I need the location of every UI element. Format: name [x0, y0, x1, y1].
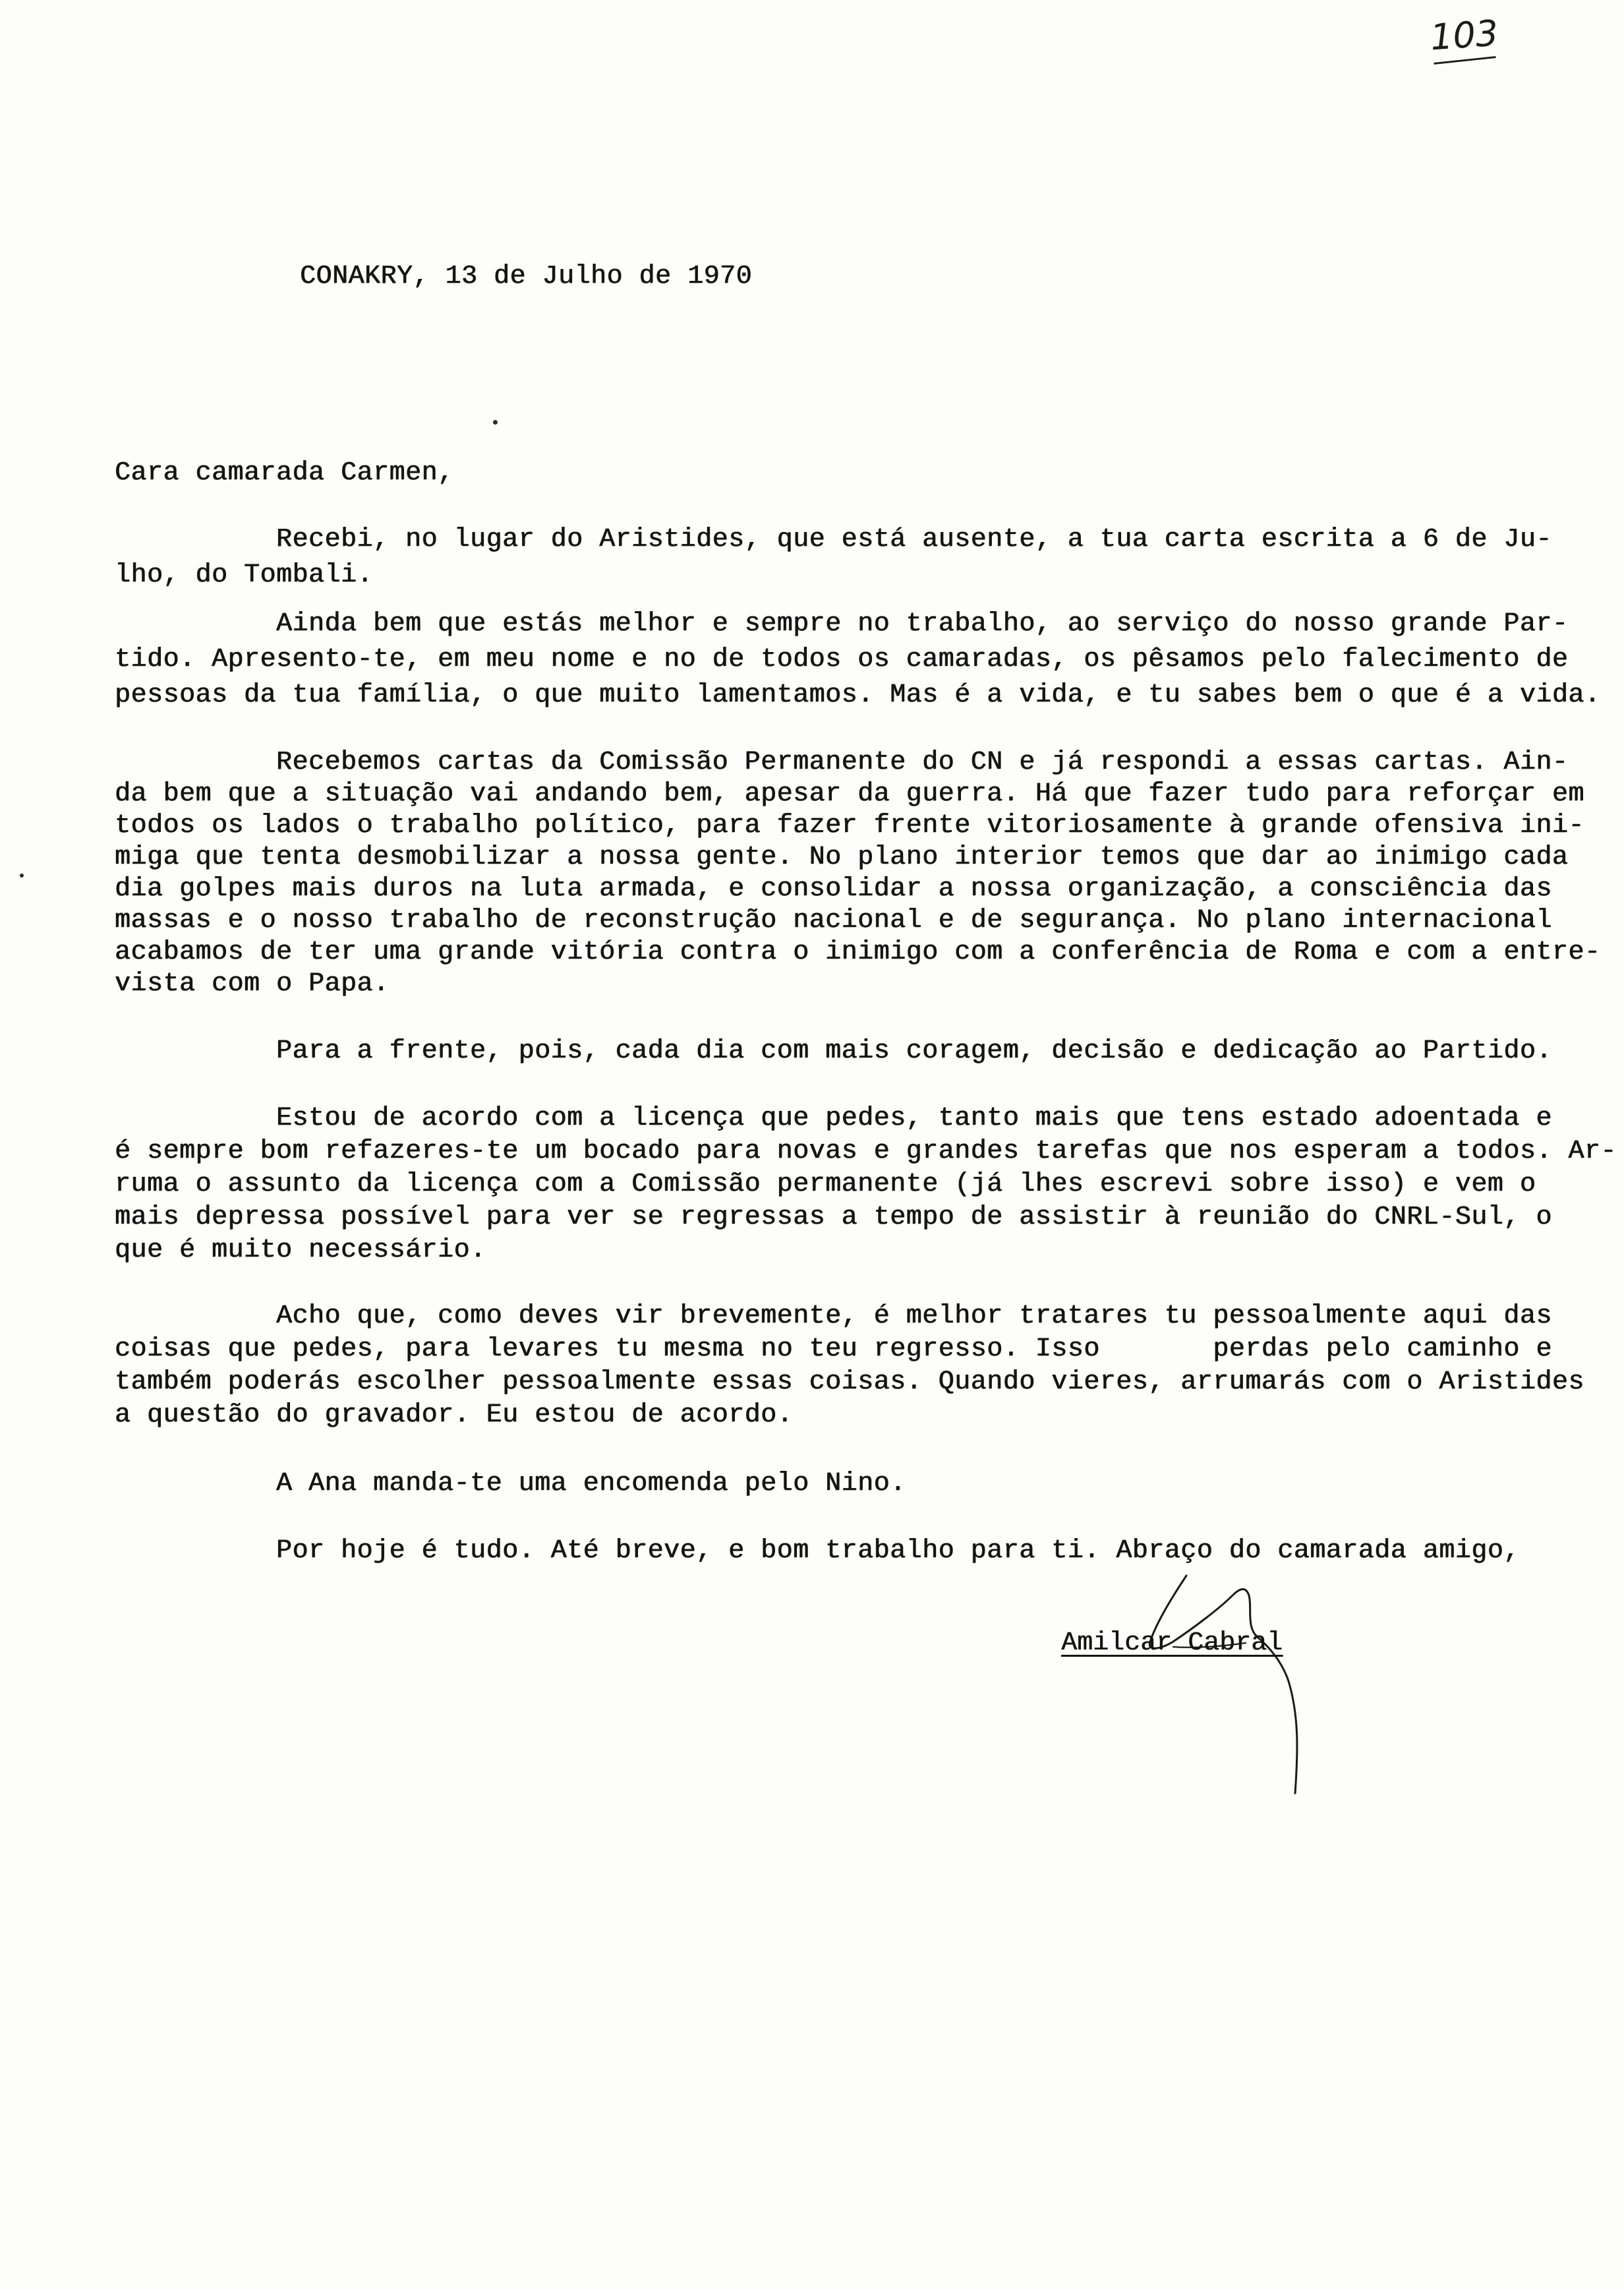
handwritten-signature	[1147, 1569, 1358, 1806]
paragraph-2-line-1: Ainda bem que estás melhor e sempre no trabalho, ao serviço do nosso grande Par-	[115, 609, 1569, 639]
paragraph-3-line-3: todos os lados o trabalho político, para fazer frente vitoriosamente à grande ofensiva ini-	[115, 811, 1584, 841]
salutation: Cara camarada Carmen,	[115, 458, 454, 488]
paragraph-5-line-4: mais depressa possível para ver se regressas a tempo de assistir à reunião do CNRL-Sul, o	[115, 1203, 1552, 1232]
paragraph-1-line-1: Recebi, no lugar do Aristides, que está ausente, a tua carta escrita a 6 de Ju-	[115, 525, 1552, 554]
paragraph-3-line-5: dia golpes mais duros na luta armada, e consolidar a nossa organização, a consciência das	[115, 874, 1552, 904]
paragraph-3-line-8: vista com o Papa.	[115, 969, 390, 999]
paragraph-8-line-1: Por hoje é tudo. Até breve, e bom trabalho para ti. Abraço do camarada amigo,	[115, 1536, 1520, 1566]
paragraph-2-line-3: pessoas da tua família, o que muito lamentamos. Mas é a vida, e tu sabes bem o que é a vida.	[115, 680, 1601, 710]
page-number: 103	[1428, 12, 1500, 59]
paragraph-3-line-2: da bem que a situação vai andando bem, apesar da guerra. Há que fazer tudo para reforçar em	[115, 779, 1584, 809]
ink-speck	[493, 420, 498, 425]
paragraph-6-line-4: a questão do gravador. Eu estou de acordo.	[115, 1400, 794, 1430]
ink-speck	[20, 874, 24, 877]
typed-signature-name: Amilcar Cabral	[1061, 1628, 1283, 1658]
paragraph-5-line-5: que é muito necessário.	[115, 1235, 486, 1265]
paragraph-2-line-2: tido. Apresento-te, em meu nome e no de todos os camaradas, os pêsamos pelo falecimento de	[115, 645, 1569, 674]
paragraph-7-line-1: A Ana manda-te uma encomenda pelo Nino.	[115, 1469, 906, 1499]
paragraph-4-line-1: Para a frente, pois, cada dia com mais coragem, decisão e dedicação ao Partido.	[115, 1036, 1552, 1066]
paragraph-6-line-2: coisas que pedes, para levares tu mesma no teu regresso. Isso perdas pelo caminho e	[115, 1334, 1552, 1364]
paragraph-5-line-1: Estou de acordo com a licença que pedes, tanto mais que tens estado adoentada e	[115, 1104, 1552, 1133]
paragraph-3-line-4: miga que tenta desmobilizar a nossa gente. No plano interior temos que dar ao inimigo cada	[115, 843, 1569, 872]
paragraph-5-line-3: ruma o assunto da licença com a Comissão permanente (já lhes escrevi sobre isso) e vem o	[115, 1170, 1536, 1199]
paragraph-3-line-6: massas e o nosso trabalho de reconstrução nacional e de segurança. No plano internacional	[115, 906, 1552, 936]
paragraph-5-line-2: é sempre bom refazeres-te um bocado para novas e grandes tarefas que nos esperam a todos. Ar-	[115, 1137, 1617, 1166]
paragraph-6-line-1: Acho que, como deves vir brevemente, é melhor tratares tu pessoalmente aqui das	[115, 1301, 1552, 1331]
paragraph-3-line-1: Recebemos cartas da Comissão Permanente do CN e já respondi a essas cartas. Ain-	[115, 748, 1569, 777]
paragraph-1-line-2: lho, do Tombali.	[115, 560, 374, 590]
dateline: CONAKRY, 13 de Julho de 1970	[300, 262, 753, 291]
paragraph-3-line-7: acabamos de ter uma grande vitória contra o inimigo com a conferência de Roma e com a entre-	[115, 937, 1601, 967]
paragraph-6-line-3: também poderás escolher pessoalmente essas coisas. Quando vieres, arrumarás com o Aristides	[115, 1367, 1584, 1397]
